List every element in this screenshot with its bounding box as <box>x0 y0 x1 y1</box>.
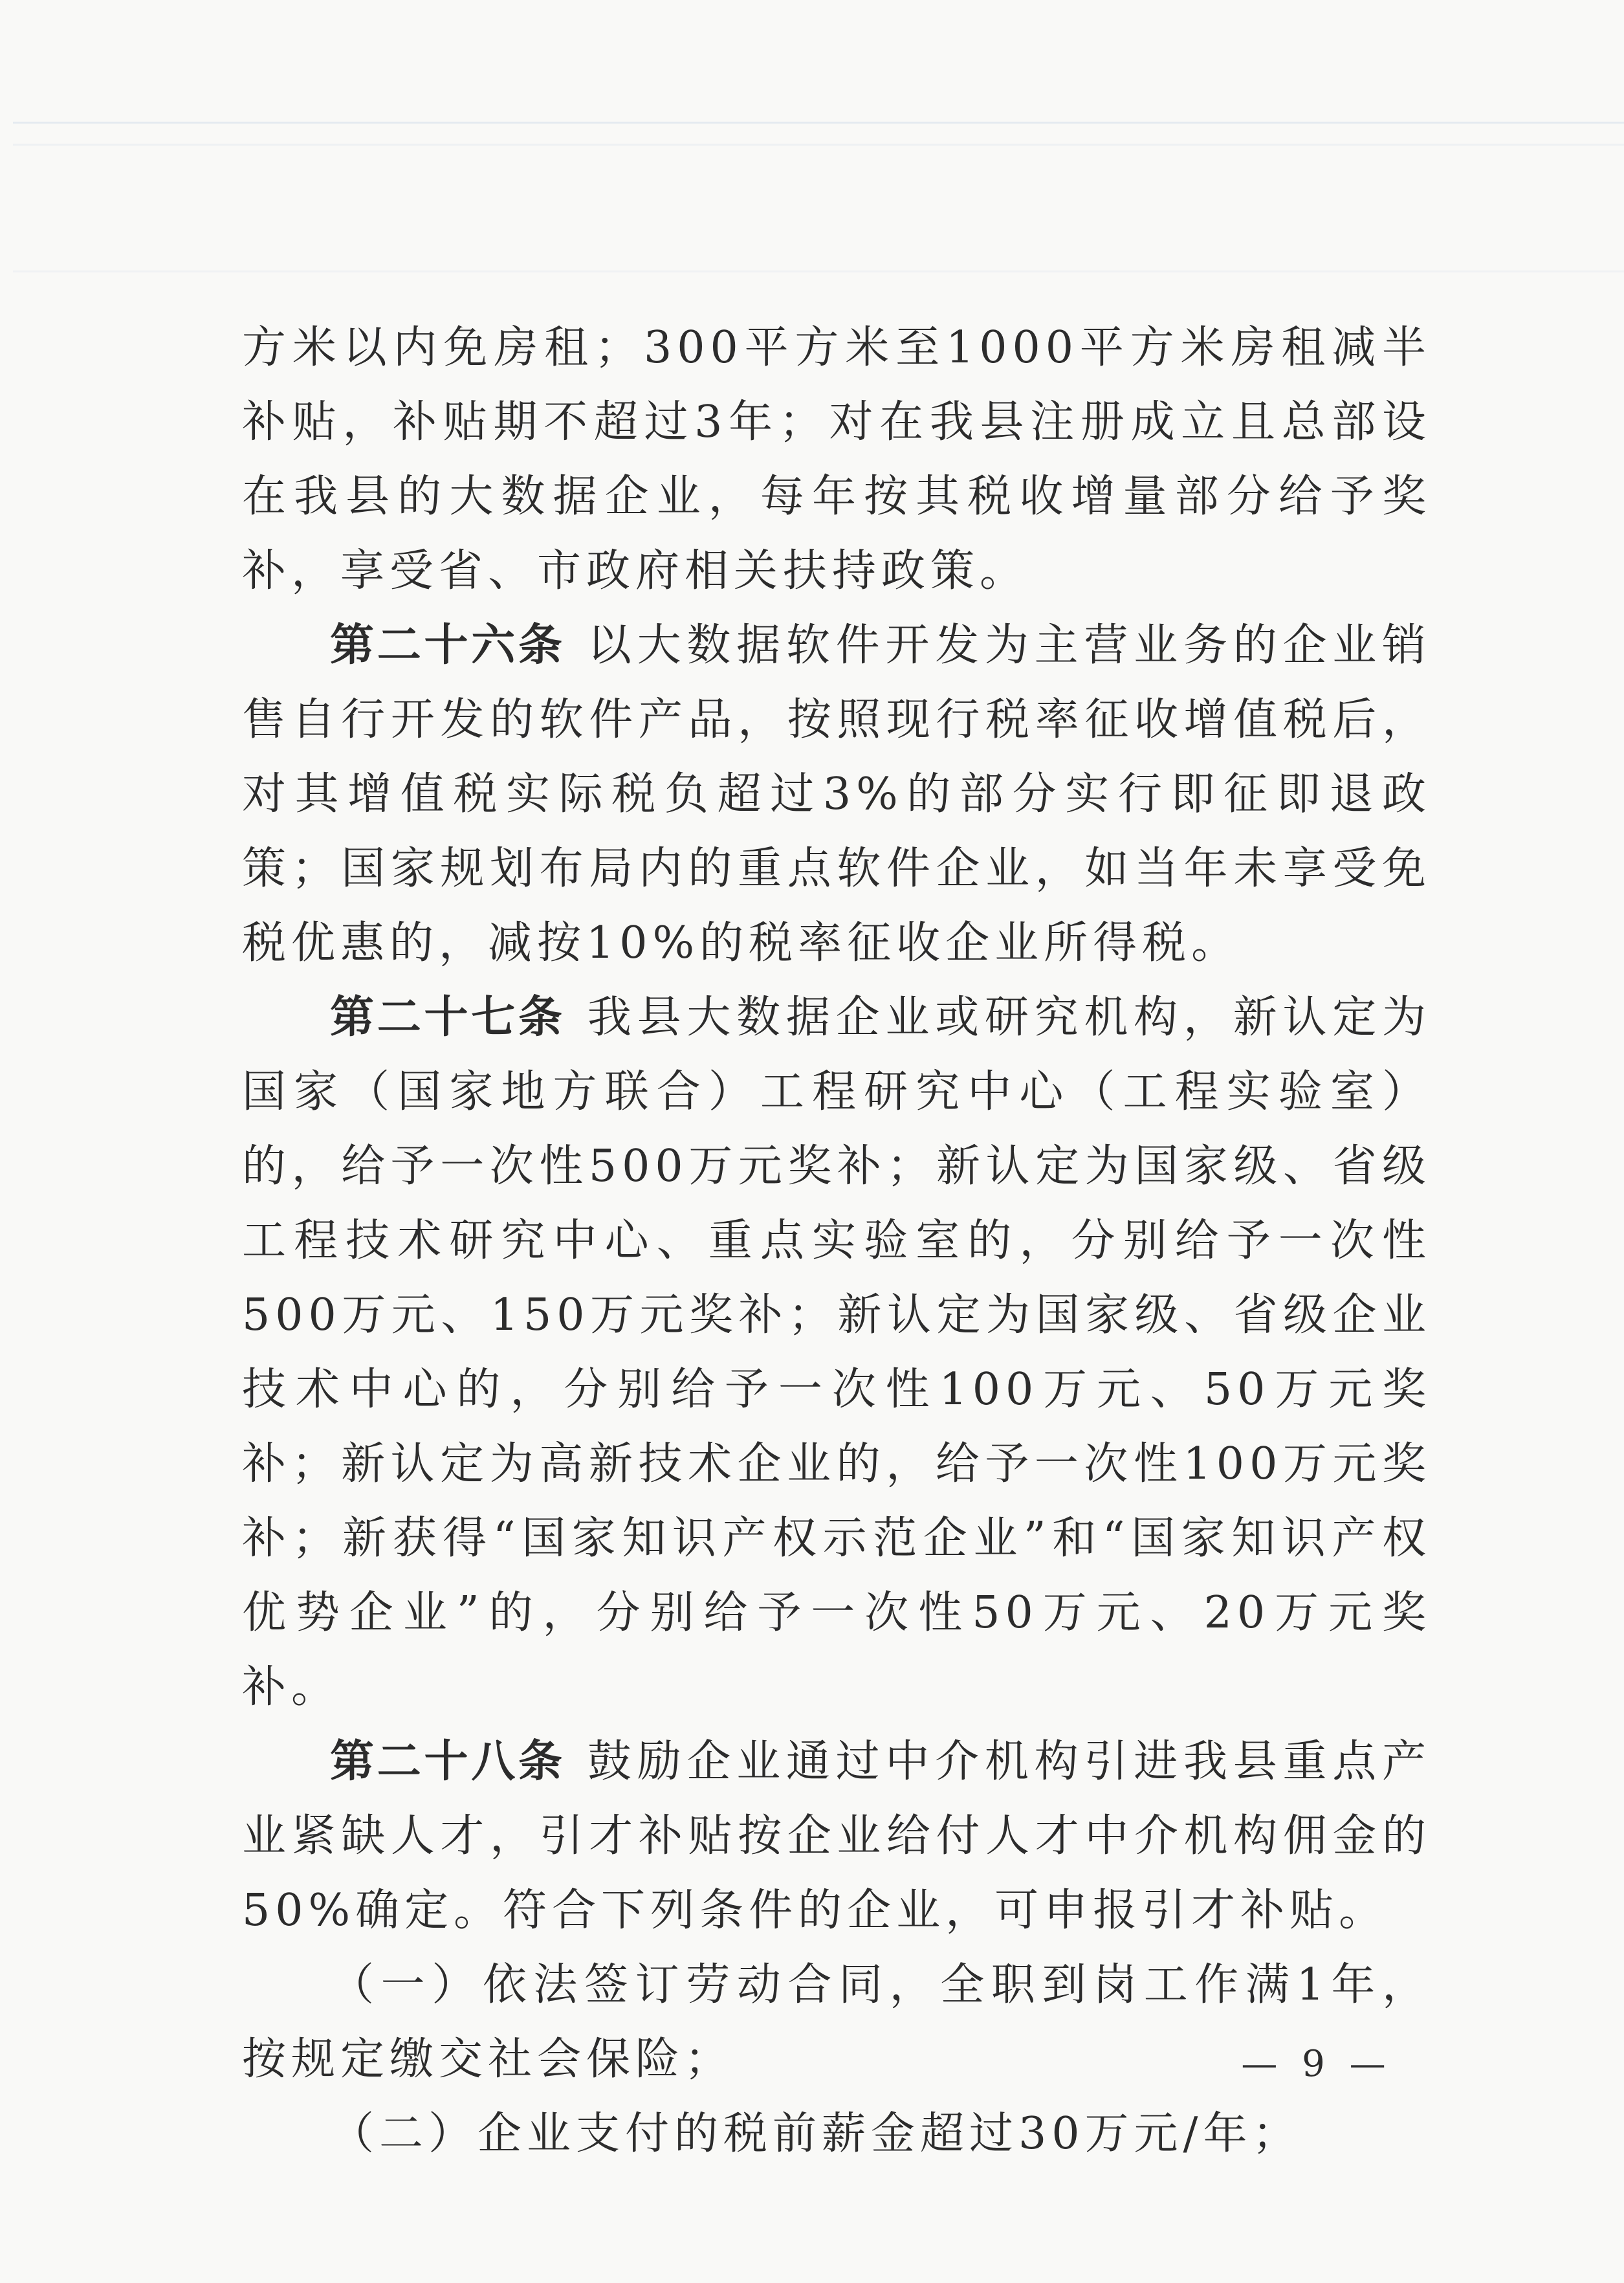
article-28 <box>242 1725 1431 1948</box>
article-26 <box>242 608 1431 980</box>
paragraph-continuation: 方米以内免房租；300平方米至1000平方米房租减半补贴，补贴期不超过3年；对在我县注册成立且总部设在我县的大数据企业，每年按其税收增量部分给予奖补，享受省、市政府相关扶持政策。 <box>242 322 1431 597</box>
article-text: 鼓励企业通过中介机构引进我县重点产业紧缺人才，引才补贴按企业给付人才中介机构佣金的50%确定。符合下列条件的企业，可申报引才补贴。 <box>242 1736 1431 1936</box>
article-title: 第二十六条 <box>330 620 565 671</box>
article-text: 我县大数据企业或研究机构，新认定为国家（国家地方联合）工程研究中心（工程实验室）的，给予一次性500万元奖补；新认定为国家级、省级工程技术研究中心、重点实验室的，分别给予一次性500万元、150万元奖补；新认定为国家级、省级企业技术中心的，分别给予一次性100万元、50万元奖补；新认定为高新技术企业的，给予一次性100万元奖补；新获得“国家知识产权示范企业”和“国家知识产权优势企业”的，分别给予一次性50万元、20万元奖补。 <box>242 992 1431 1713</box>
list-item: （一）依法签订劳动合同，全职到岗工作满1年，按规定缴交社会保险； <box>242 1959 1431 2085</box>
page-number: — 9 — <box>1241 2043 1392 2085</box>
list-item: （二）企业支付的税前薪金超过30万元/年； <box>330 2108 1302 2159</box>
article-text: 以大数据软件开发为主营业务的企业销售自行开发的软件产品，按照现行税率征收增值税后，对其增值税实际税负超过3%的部分实行即征即退政策；国家规划布局内的重点软件企业，如当年未享受免税优惠的，减按10%的税率征收企业所得税。 <box>242 620 1431 969</box>
document-body <box>242 311 1431 2171</box>
article-title: 第二十八条 <box>330 1736 565 1787</box>
scan-artifact-line <box>13 270 1624 272</box>
scan-artifact-line <box>13 144 1624 146</box>
article-title: 第二十七条 <box>330 992 565 1043</box>
article-27 <box>242 980 1431 1725</box>
scan-artifact-line <box>13 122 1624 124</box>
